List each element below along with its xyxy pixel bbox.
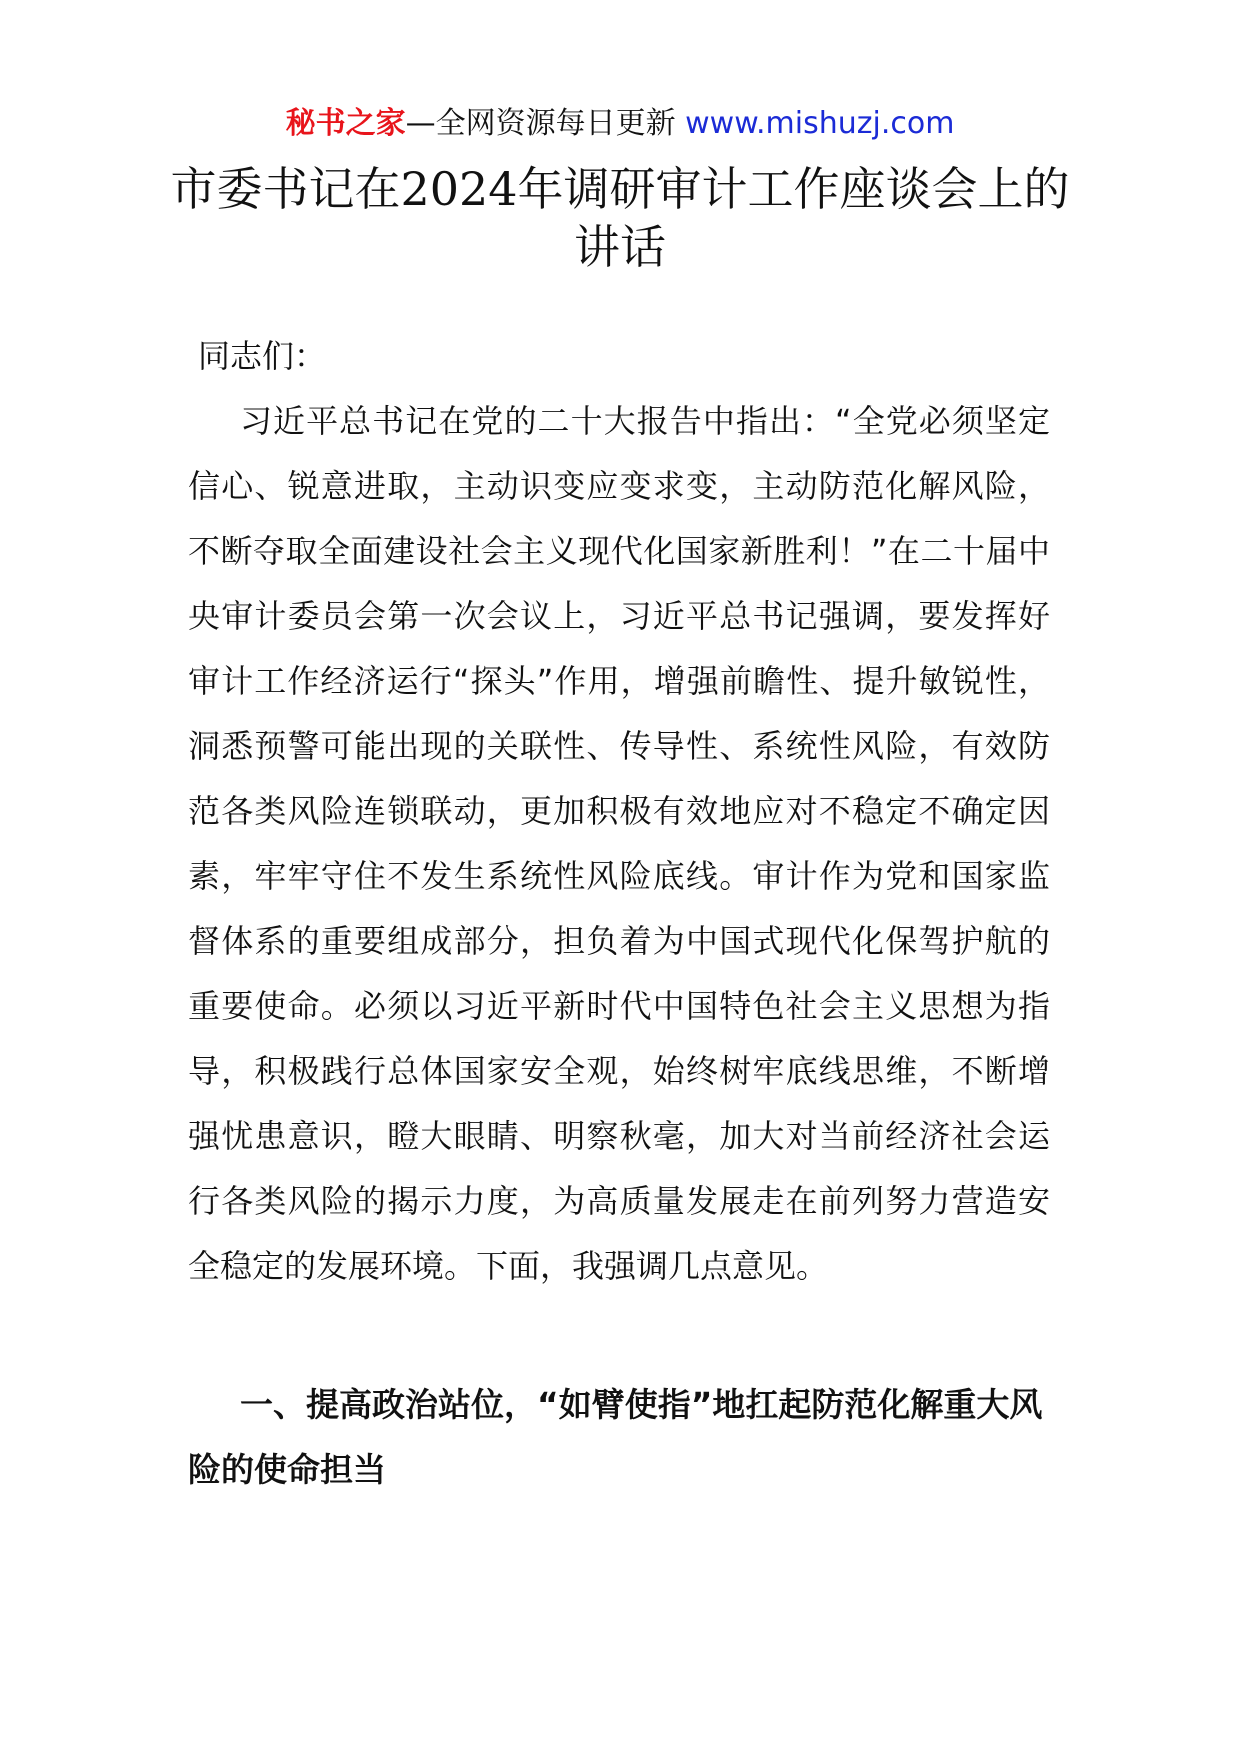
site-url-link[interactable]: www.mishuzj.com [685, 106, 955, 141]
site-slogan: —全网资源每日更新 [405, 106, 686, 141]
body-paragraph: 习近平总书记在党的二十大报告中指出：“全党必须坚定信心、锐意进取，主动识变应变求变，主动防范化解风险，不断夺取全面建设社会主义现代化国家新胜利！”在二十届中央审计委员会第一次会议上，习近平总书记强调，要发挥好审计工作经济运行“探头”作用，增强前瞻性、提升敏锐性，洞悉预警可能出现的关联性、传导性、系统性风险，有效防范各类风险连锁联动，更加积极有效地应对不稳定不确定因素，牢牢守住不发生系统性风险底线。审计作为党和国家监督体系的重要组成部分，担负着为中国式现代化保驾护航的重要使命。必须以习近平新时代中国特色社会主义思想为指导，积极践行总体国家安全观，始终树牢底线思维，不断增强忧患意识，瞪大眼睛、明察秋毫，加大对当前经济社会运行各类风险的揭示力度，为高质量发展走在前列努力营造安全稳定的发展环境。下面，我强调几点意见。 [188, 402, 1050, 1285]
section-heading: 一、提高政治站位，“如臂使指”地扛起防范化解重大风险的使命担当 [188, 1385, 1043, 1489]
greeting: 同志们： [198, 337, 327, 375]
brand-name: 秘书之家 [285, 106, 406, 141]
document-title: 市委书记在2024年调研审计工作座谈会上的讲话 [170, 162, 1070, 274]
site-header [0, 100, 1240, 148]
